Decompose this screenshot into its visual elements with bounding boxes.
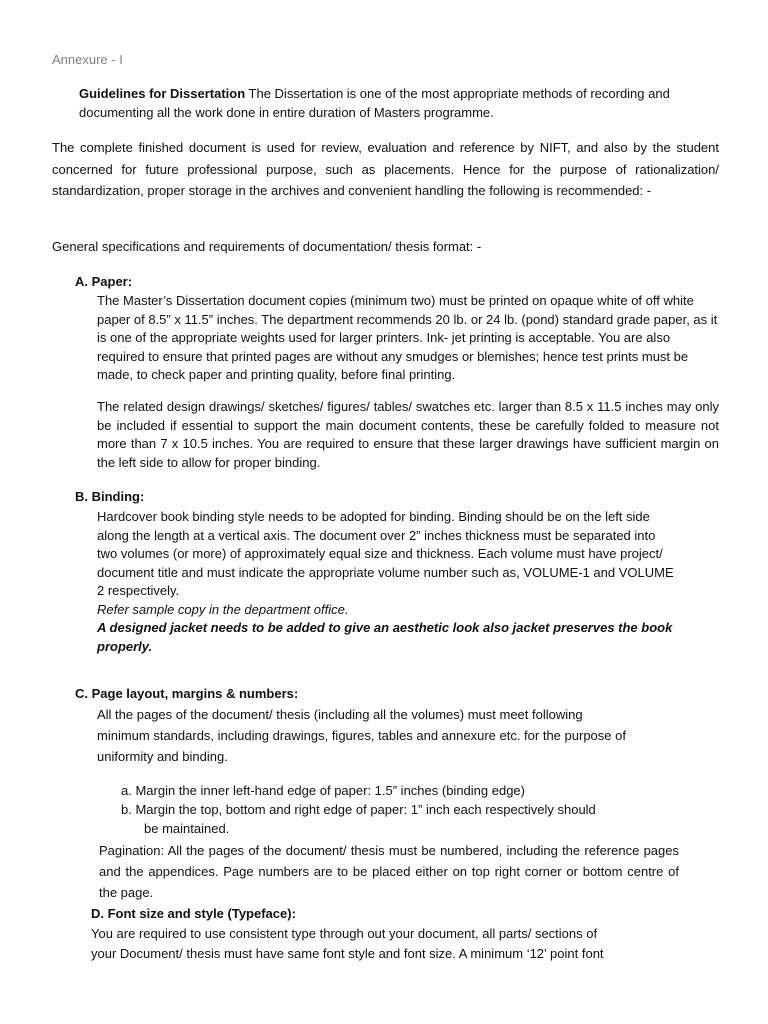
section-b-note-italic: Refer sample copy in the department office. [97, 601, 349, 617]
annexure-label: Annexure - I [52, 52, 123, 67]
section-b-body [97, 508, 719, 656]
section-a-paragraph-2: The related design drawings/ sketches/ figures/ tables/ swatches etc. larger than 8.5 x 11.5 inches may only be included if essential to support the main document contents, these be carefully folded to measure not more than 7 x 10.5 inches. You are required to ensure that these larger drawings have sufficient margin on the left side to allow for proper binding. [97, 399, 719, 470]
section-c-item-b-line2: be maintained. [144, 821, 230, 836]
purpose-paragraph: The complete finished document is used for review, evaluation and reference by NIFT, and also by the student concerned for future professional purpose, such as placements. Hence for the purpose of rationalization/ standardization, proper storage in the archives and convenient handling the following is recommended: - [52, 140, 719, 198]
section-b-line: 2 respectively. [97, 583, 180, 598]
section-a-paragraph-1: The Master’s Dissertation document copies (minimum two) must be printed on opaque white of off white paper of 8.5” x 11.5” inches. The department recommends 20 lb. or 24 lb. (pond) standard grade paper, as it is one of the appropriate weights used for larger printers. Ink- jet printing is acceptable. You are also required to ensure that printed pages are without any smudges or blemishes; hence test prints must be made, to check paper and printing quality, before final printing. [97, 293, 718, 382]
section-c-line: uniformity and binding. [97, 749, 228, 764]
section-b-line: two volumes (or more) of approximately equal size and thickness. Each volume must have project/ [97, 546, 663, 561]
section-c-line: All the pages of the document/ thesis (including all the volumes) must meet following [97, 707, 583, 722]
section-c-item-a: a. Margin the inner left-hand edge of paper: 1.5” inches (binding edge) [121, 783, 525, 798]
section-d-line2: your Document/ thesis must have same font style and font size. A minimum ‘12’ point font [91, 946, 604, 961]
section-c-heading: C. Page layout, margins & numbers: [75, 686, 299, 701]
section-b-line: Hardcover book binding style needs to be adopted for binding. Binding should be on the left side [97, 509, 650, 524]
section-c-item-b-line1: b. Margin the top, bottom and right edge of paper: 1” inch each respectively should [121, 802, 596, 817]
section-d-heading: D. Font size and style (Typeface): [91, 906, 296, 921]
general-specs-line: General specifications and requirements of documentation/ thesis format: - [52, 239, 482, 254]
section-d-line1: You are required to use consistent type through out your document, all parts/ sections of [91, 926, 598, 941]
section-b-note-bold-line2: properly. [97, 638, 153, 654]
section-c-body [97, 704, 719, 767]
section-b-note-bold-line1: A designed jacket needs to be added to give an aesthetic look also jacket preserves the book [97, 620, 673, 635]
intro-text-line1: The Dissertation is one of the most appropriate methods of recording and [245, 86, 670, 101]
section-c-pagination: Pagination: All the pages of the document/ thesis must be numbered, including the reference pages and the appendices. Page numbers are to be placed either on top right corner or bottom centre of the page. [99, 843, 679, 900]
section-a-heading: A. Paper: [75, 274, 133, 289]
section-b-line: document title and must indicate the appropriate volume number such as, VOLUME-1 and VOLUME [97, 564, 674, 580]
intro-heading: Guidelines for Dissertation [79, 86, 246, 101]
intro-paragraph [79, 85, 719, 122]
section-b-heading: B. Binding: [75, 489, 145, 504]
intro-text-line2: documenting all the work done in entire duration of Masters programme. [79, 104, 494, 120]
section-c-line: minimum standards, including drawings, figures, tables and annexure etc. for the purpose of [97, 728, 626, 743]
section-b-line: along the length at a vertical axis. The document over 2” inches thickness must be separated into [97, 527, 656, 543]
